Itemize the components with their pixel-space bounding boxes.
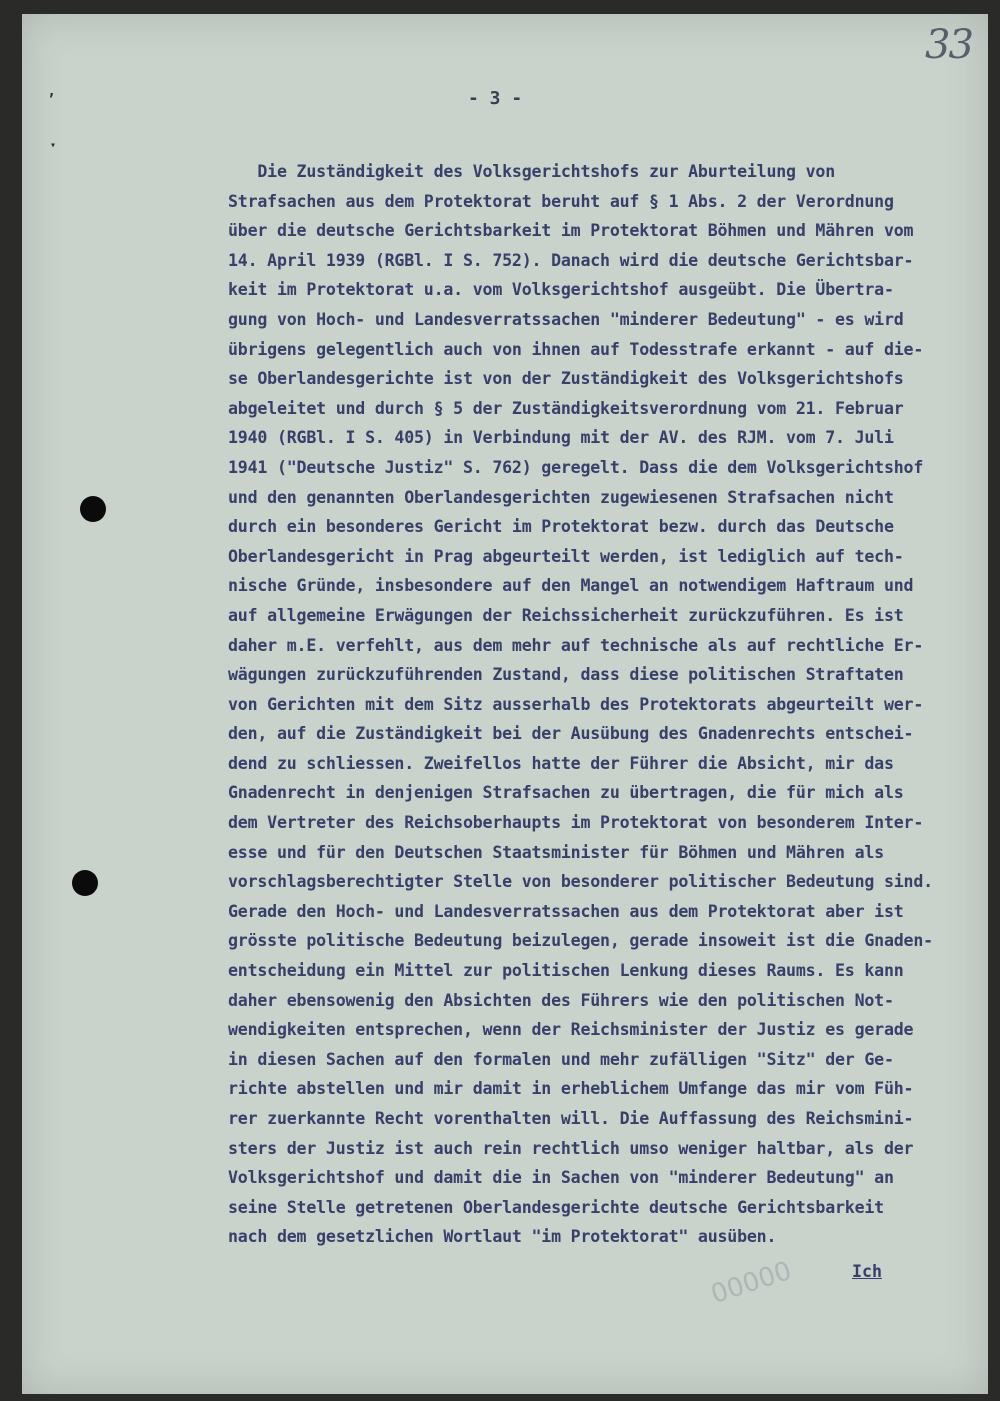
text-line: esse und für den Deutschen Staatsminister für Böhmen und Mähren als bbox=[228, 842, 884, 862]
text-line: von Gerichten mit dem Sitz ausserhalb des Protektorats abgeurteilt wer- bbox=[228, 694, 924, 714]
text-line: grösste politische Bedeutung beizulegen, gerade insoweit ist die Gnaden- bbox=[228, 931, 933, 951]
text-line: dend zu schliessen. Zweifellos hatte der Führer die Absicht, mir das bbox=[228, 753, 894, 773]
text-line: keit im Protektorat u.a. vom Volksgerichtshof ausgeübt. Die Übertra- bbox=[228, 280, 894, 300]
text-line: abgeleitet und durch § 5 der Zuständigkeitsverordnung vom 21. Februar bbox=[228, 398, 904, 418]
text-line: dem Vertreter des Reichsoberhaupts im Protektorat von besonderem Inter- bbox=[228, 813, 924, 833]
text-line: wendigkeiten entsprechen, wenn der Reichsminister der Justiz es gerade bbox=[228, 1020, 914, 1040]
catchword: Ich bbox=[852, 1262, 882, 1281]
text-line: den, auf die Zuständigkeit bei der Ausübung des Gnadenrechts entschei- bbox=[228, 724, 914, 744]
page-number: - 3 - bbox=[468, 88, 523, 109]
punch-hole bbox=[80, 496, 106, 522]
text-line: daher ebensowenig den Absichten des Führers wie den politischen Not- bbox=[228, 990, 894, 1010]
text-line: in diesen Sachen auf den formalen und mehr zufälligen "Sitz" der Ge- bbox=[228, 1049, 894, 1069]
text-line: 1941 ("Deutsche Justiz" S. 762) geregelt. Dass die dem Volksgerichtshof bbox=[228, 457, 924, 477]
punch-hole bbox=[72, 870, 98, 896]
text-line: über die deutsche Gerichtsbarkeit im Protektorat Böhmen und Mähren vom bbox=[228, 221, 914, 241]
text-line: vorschlagsberechtigter Stelle von besonderer politischer Bedeutung sind. bbox=[228, 872, 933, 892]
text-line: Gerade den Hoch- und Landesverratssachen aus dem Protektorat aber ist bbox=[228, 901, 904, 921]
text-line: Gnadenrecht in denjenigen Strafsachen zu übertragen, die für mich als bbox=[228, 783, 904, 803]
text-line: nische Gründe, insbesondere auf den Mangel an notwendigem Haftraum und bbox=[228, 576, 914, 596]
text-line: Volksgerichtshof und damit die in Sachen von "minderer Bedeutung" an bbox=[228, 1168, 894, 1188]
text-line: Die Zuständigkeit des Volksgerichtshofs zur Aburteilung von bbox=[228, 162, 835, 181]
text-line: se Oberlandesgerichte ist von der Zuständigkeit des Volksgerichtshofs bbox=[228, 369, 904, 389]
body-text bbox=[228, 157, 988, 1252]
text-line: gung von Hoch- und Landesverratssachen "minderer Bedeutung" - es wird bbox=[228, 309, 904, 329]
faint-stamp: 00000 bbox=[707, 1255, 796, 1311]
text-line: übrigens gelegentlich auch von ihnen auf Todesstrafe erkannt - auf die- bbox=[228, 339, 924, 359]
text-line: entscheidung ein Mittel zur politischen Lenkung dieses Raums. Es kann bbox=[228, 961, 904, 981]
text-line: auf allgemeine Erwägungen der Reichssicherheit zurückzuführen. Es ist bbox=[228, 605, 904, 625]
text-line: durch ein besonderes Gericht im Protektorat bezw. durch das Deutsche bbox=[228, 517, 894, 537]
text-line: Strafsachen aus dem Protektorat beruht auf § 1 Abs. 2 der Verordnung bbox=[228, 191, 894, 211]
text-line: Oberlandesgericht in Prag abgeurteilt werden, ist lediglich auf tech- bbox=[228, 546, 904, 566]
text-line: daher m.E. verfehlt, aus dem mehr auf technische als auf rechtliche Er- bbox=[228, 635, 924, 655]
text-line: sters der Justiz ist auch rein rechtlich umso weniger haltbar, als der bbox=[228, 1138, 914, 1158]
folio-number: 33 bbox=[925, 22, 972, 68]
text-line: rer zuerkannte Recht vorenthalten will. Die Auffassung des Reichsmini- bbox=[228, 1109, 914, 1128]
text-line: nach dem gesetzlichen Wortlaut "im Protektorat" ausüben. bbox=[228, 1227, 777, 1247]
text-line: seine Stelle getretenen Oberlandesgerichte deutsche Gerichtsbarkeit bbox=[228, 1197, 884, 1217]
text-line: wägungen zurückzuführenden Zustand, dass diese politischen Straftaten bbox=[228, 665, 904, 685]
text-line: 1940 (RGBl. I S. 405) in Verbindung mit der AV. des RJM. vom 7. Juli bbox=[228, 428, 894, 448]
margin-mark: ’ bbox=[47, 92, 56, 108]
text-line: richte abstellen und mir damit in erheblichem Umfange das mir vom Füh- bbox=[228, 1079, 914, 1099]
margin-mark: ▾ bbox=[50, 140, 57, 151]
text-line: und den genannten Oberlandesgerichten zugewiesenen Strafsachen nicht bbox=[228, 487, 894, 507]
text-line: 14. April 1939 (RGBl. I S. 752). Danach wird die deutsche Gerichtsbar- bbox=[228, 250, 914, 270]
